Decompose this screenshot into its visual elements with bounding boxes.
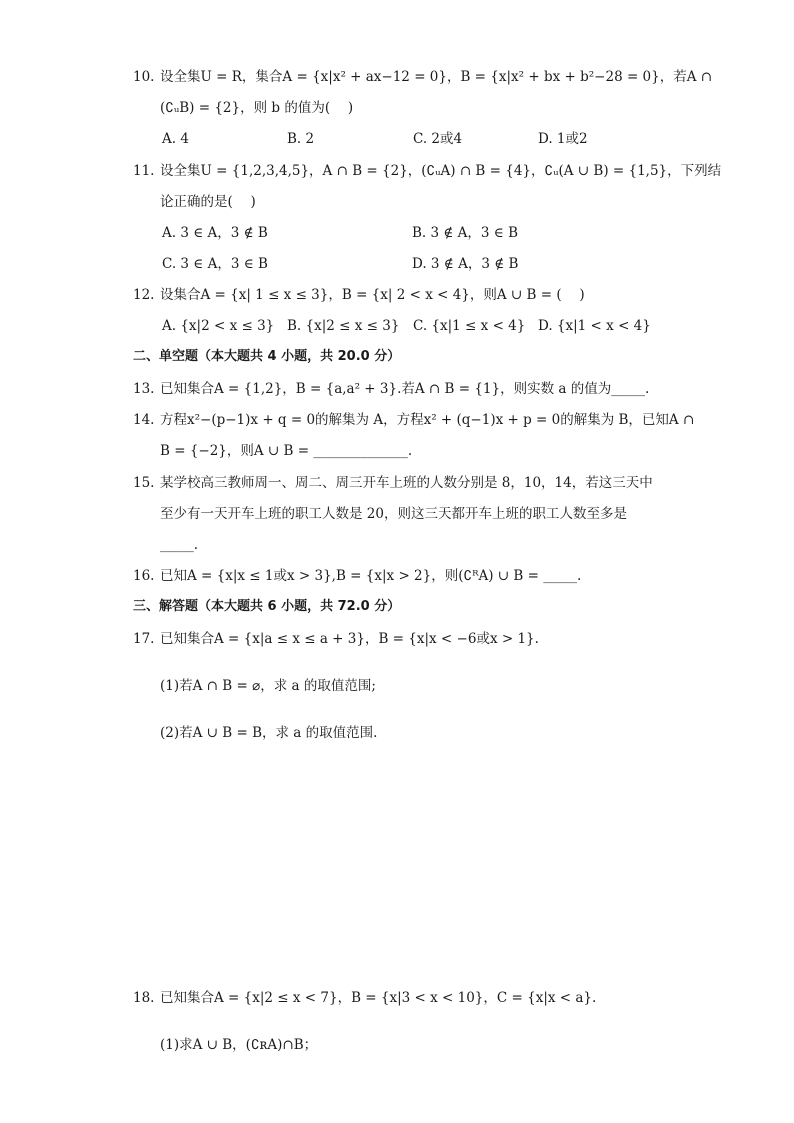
q16-line1: 已知A = {x|x ≤ 1或x > 3},B = {x|x > 2}，则(∁ᴿA) ∪ B = _____. <box>160 568 582 584</box>
q10-option-d: D. 1或2 <box>538 131 588 147</box>
q13-number: 13. <box>133 381 155 397</box>
q10-line1: 设全集U = R，集合A = {x|x² + ax−12 = 0}，B = {x|x² + bx + b²−28 = 0}，若A ∩ <box>160 69 713 85</box>
q10-option-a: A. 4 <box>162 131 189 147</box>
q12-option-d: D. {x|1 < x < 4} <box>538 318 651 334</box>
q11-option-b: B. 3 ∉ A，3 ∈ B <box>412 225 519 241</box>
q17-number: 17. <box>133 631 155 647</box>
section-answer-heading: 三、解答题（本大题共 6 小题，共 72.0 分） <box>133 599 401 614</box>
q11-number: 11. <box>133 163 155 179</box>
q11-option-d: D. 3 ∉ A，3 ∉ B <box>412 256 519 272</box>
q11-option-c: C. 3 ∈ A，3 ∈ B <box>162 256 268 272</box>
q12-option-a: A. {x|2 < x ≤ 3} <box>162 318 275 334</box>
q18-line1: 已知集合A = {x|2 ≤ x < 7}，B = {x|3 < x < 10}，C = {x|x < a}. <box>160 990 597 1006</box>
q14-number: 14. <box>133 412 155 428</box>
q10-option-b: B. 2 <box>287 131 315 147</box>
q10-option-c: C. 2或4 <box>413 131 463 147</box>
q14-line2: B = {−2}，则A ∪ B = ______________. <box>160 443 413 459</box>
q11-option-a: A. 3 ∈ A，3 ∉ B <box>162 225 268 241</box>
q15-line2: 至少有一天开车上班的职工人数是 20，则这三天都开车上班的职工人数至多是 <box>160 506 627 522</box>
q15-number: 15. <box>133 475 155 491</box>
q10-number: 10. <box>133 69 155 85</box>
q18-part1: (1)求A ∪ B，(∁ʀA)∩B； <box>160 1037 318 1053</box>
q18-number: 18. <box>133 990 155 1006</box>
q11-line2: 论正确的是( ) <box>160 194 256 210</box>
section-fill-in-heading: 二、单空题（本大题共 4 小题，共 20.0 分） <box>133 349 401 364</box>
q15-line3: _____. <box>160 537 199 553</box>
q17-part2: (2)若A ∪ B = B，求 a 的取值范围. <box>160 725 378 741</box>
q10-line2: (∁ᵤB) = {2}，则 b 的值为( ) <box>160 100 354 116</box>
q11-line1: 设全集U = {1,2,3,4,5}，A ∩ B = {2}，(∁ᵤA) ∩ B = {4}，∁ᵤ(A ∪ B) = {1,5}，下列结 <box>160 163 722 179</box>
q12-option-c: C. {x|1 ≤ x < 4} <box>413 318 526 334</box>
q17-part1: (1)若A ∩ B = ⌀，求 a 的取值范围; <box>160 678 376 694</box>
q12-option-b: B. {x|2 ≤ x ≤ 3} <box>287 318 400 334</box>
q12-number: 12. <box>133 287 155 303</box>
q13-line1: 已知集合A = {1,2}，B = {a,a² + 3}.若A ∩ B = {1}，则实数 a 的值为_____. <box>160 381 650 397</box>
q16-number: 16. <box>133 568 155 584</box>
q15-line1: 某学校高三教师周一、周二、周三开车上班的人数分别是 8，10，14，若这三天中 <box>160 475 653 491</box>
q14-line1: 方程x²−(p−1)x + q = 0的解集为 A，方程x² + (q−1)x + p = 0的解集为 B，已知A ∩ <box>160 412 695 428</box>
q17-line1: 已知集合A = {x|a ≤ x ≤ a + 3}，B = {x|x < −6或x > 1}. <box>160 631 539 647</box>
q12-line1: 设集合A = {x| 1 ≤ x ≤ 3}，B = {x| 2 < x < 4}，则A ∪ B = ( ) <box>160 287 585 303</box>
